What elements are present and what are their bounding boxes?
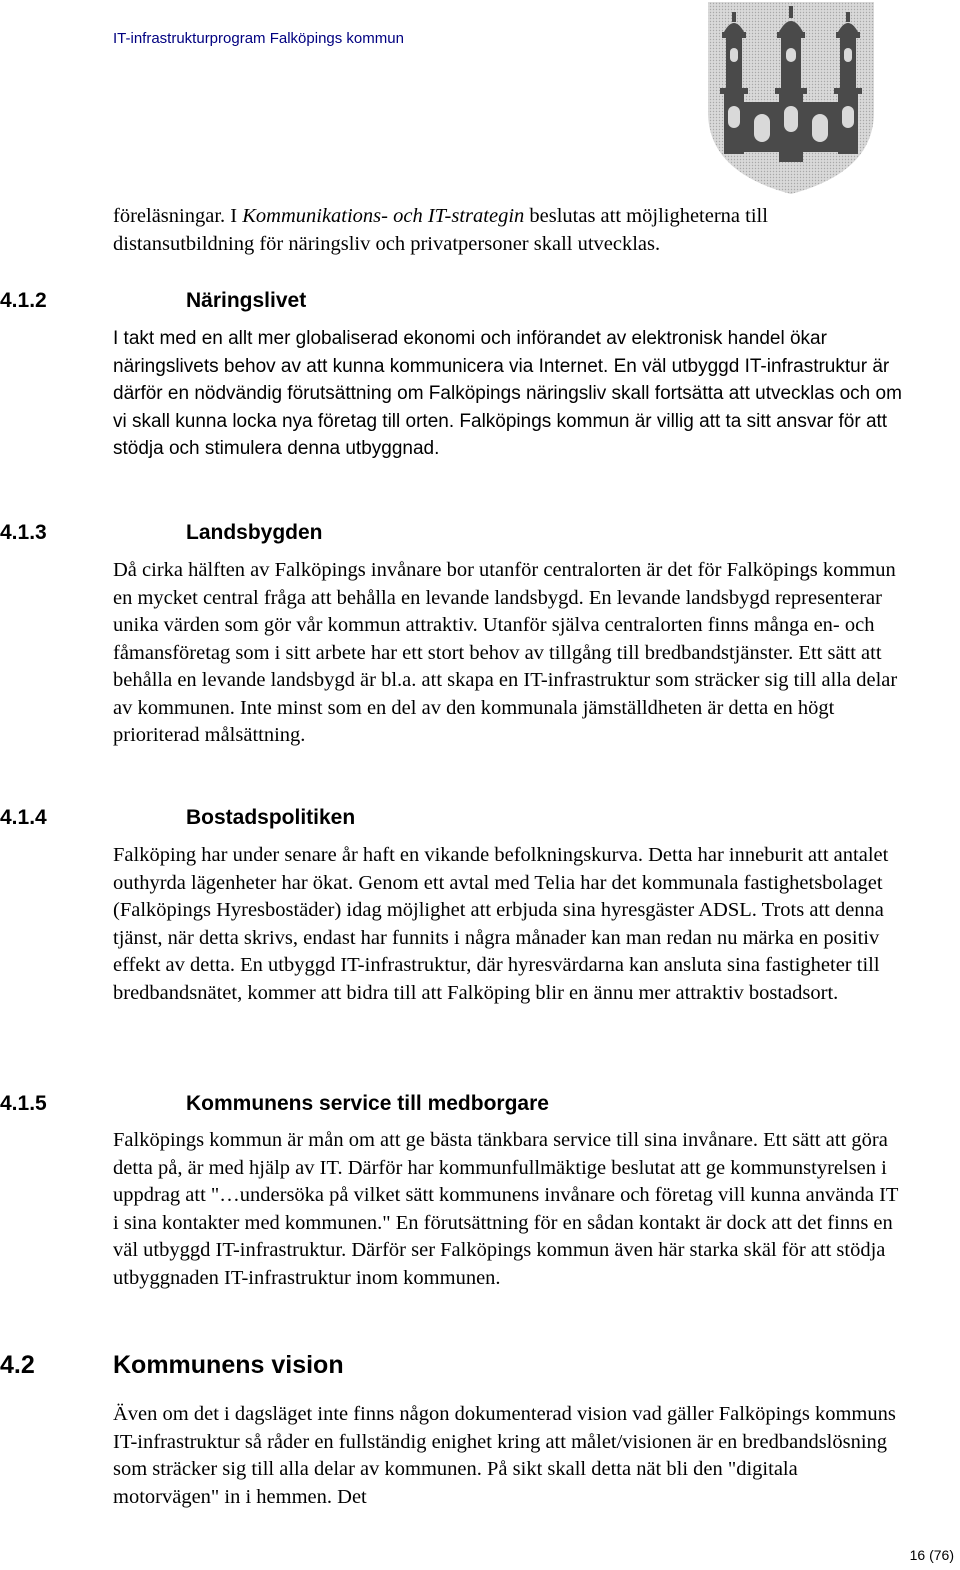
coat-of-arms-image [706, 2, 876, 194]
section-number: 4.1.2 [0, 289, 47, 312]
section-number: 4.1.5 [0, 1092, 47, 1115]
section-title: Bostadspolitiken [186, 806, 356, 829]
running-header: IT-infrastrukturprogram Falköpings kommun [113, 30, 404, 47]
page-number: 16 (76) [909, 1547, 954, 1563]
section-title: Kommunens vision [113, 1351, 344, 1379]
section-number: 4.2 [0, 1351, 35, 1379]
intro-paragraph: föreläsningar. I Kommunikations- och IT-strategin beslutas att möjligheterna till distansutbildning för näringsliv och privatpersoner skall utvecklas. [113, 205, 768, 255]
section-number: 4.1.4 [0, 806, 47, 829]
section-title: Kommunens service till medborgare [186, 1092, 549, 1115]
section-number: 4.1.3 [0, 521, 47, 544]
section-body-service: Falköpings kommun är mån om att ge bästa tänkbara service till sina invånare. Ett sätt att göra detta på, är med hjälp av IT. Därför har kommunfullmäktige beslutat att ge kommunstyrelsen i uppdrag att "…undersöka på vilket sätt kommunens invånare och företag vill kunna använda IT i sina kontakter med kommunen." En förutsättning för en sådan kontakt är dock att det finns en väl utbyggd IT-infrastruktur. Därför ser Falköpings kommun även här starka skäl för att stödja utbyggnaden IT-infrastruktur inom kommunen. [113, 1129, 899, 1289]
section-title: Näringslivet [186, 289, 307, 312]
section-body-vision: Även om det i dagsläget inte finns någon dokumenterad vision vad gäller Falköpings kommuns IT-infrastruktur så råder en fullständig enighet kring att målet/visionen är en bredbandslösning som sträcker sig till alla delar av kommunen. På sikt skall detta nät bli den "digitala motorvägen" in i hemmen. Det [113, 1403, 896, 1508]
section-body-naringslivet: I takt med en allt mer globaliserad ekonomi och införandet av elektronisk handel ökar näringslivets behov av att kunna kommunicera via Internet. En väl utbyggd IT-infrastruktur är därför en nödvändig förutsättning om Falköpings näringsliv skall fortsätta att utvecklas och om vi skall kunna locka nya företag till orten. Falköpings kommun är villig att ta sitt ansvar för att stödja och stimulera denna utbyggnad. [113, 328, 902, 459]
section-body-landsbygden: Då cirka hälften av Falköpings invånare bor utanför centralorten är det för Falköpings kommun en mycket central fråga att behålla en levande landsbygd. En levande landsbygd representerar unika värden som gör vår kommun attraktiv. Utanför själva centralorten finns många en- och fåmansföretag som i sitt arbete har ett stort behov av tillgång till bredbandstjänster. Ett sätt att behålla en levande landsbygd är bl.a. att skapa en IT-infrastruktur som sträcker sig till alla delar av kommunen. Inte minst som en del av den kommunala jämställdheten är detta en högt prioriterad målsättning. [113, 559, 898, 746]
section-title: Landsbygden [186, 521, 323, 544]
section-body-bostadspolitiken: Falköping har under senare år haft en vikande befolkningskurva. Detta har inneburit att antalet outhyrda lägenheter har ökat. Genom ett avtal med Telia har det kommunala fastighetsbolaget (Falköpings Hyresbostäder) idag möjlighet att erbjuda sina hyresgäster ADSL. Trots att denna tjänst, när detta skrivs, endast har funnits i några månader kan man redan nu märka en positiv effekt av detta. En utbyggd IT-infrastruktur, där hyresvärdarna kan ansluta sina fastigheter till bredbandsnätet, kommer att bidra till att Falköping blir en ännu mer attraktiv bostadsort. [113, 844, 889, 1004]
